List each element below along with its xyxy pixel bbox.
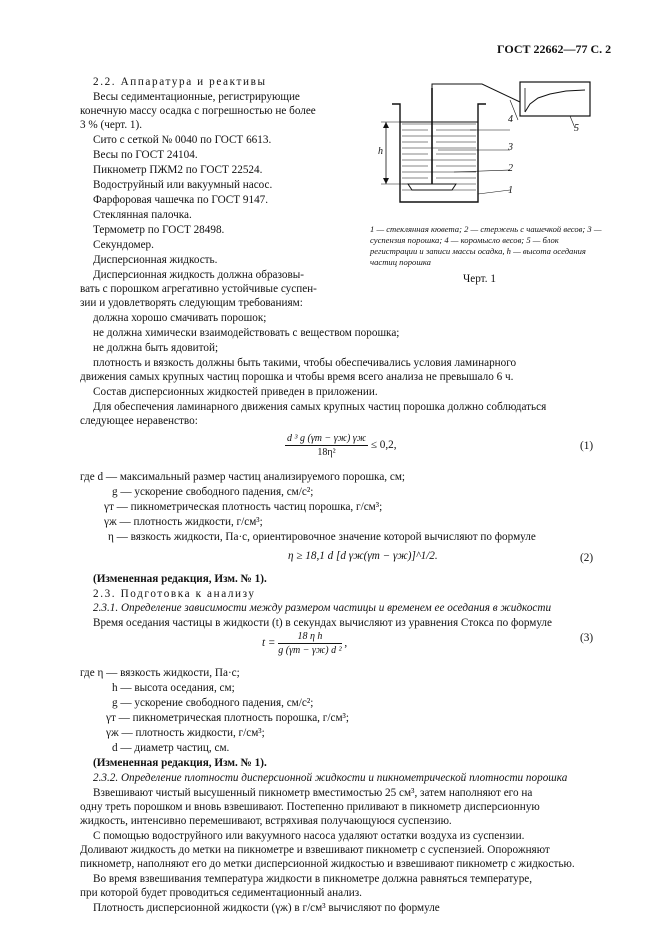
- subsection-2-3-2-title: 2.3.2. Определение плотности дисперсионной жидкости и пикнометрической плотности порошка: [93, 772, 568, 784]
- text-line: конечную массу осадка с погрешностью не более: [80, 105, 316, 117]
- equation-2-number: (2): [580, 552, 594, 564]
- where-line: η — вязкость жидкости, Па·с, ориентировочное значение которой вычисляют по формуле: [108, 531, 536, 543]
- text-line: Состав дисперсионных жидкостей приведен в приложении.: [93, 386, 378, 398]
- figure-title: Черт. 1: [463, 273, 496, 285]
- text-line: Весы седиментационные, регистрирующие: [93, 91, 300, 103]
- text-line: одну треть порошком и вновь взвешивают. Постепенно приливают в пикнометр дисперсионную: [80, 801, 540, 813]
- text-line: Дисперсионная жидкость.: [93, 254, 218, 266]
- eq3-numerator: 18 η h: [278, 630, 341, 644]
- text-line: С помощью водоструйного или вакуумного насоса удаляют остатки воздуха из суспензии.: [93, 830, 525, 842]
- figure-caption: 1 — стеклянная кювета; 2 — стержень с чашечкой весов; 3 — суспензия порошка; 4 — коромысло весов; 5 — блок регистрации и записи массы осадка, h — высота оседания частиц порошка: [370, 224, 602, 267]
- text-line: 3 % (черт. 1).: [80, 119, 143, 131]
- recorder-block: [520, 82, 590, 116]
- edit-note-2: (Измененная редакция, Изм. № 1).: [93, 757, 267, 769]
- text-line: Время оседания частицы в жидкости (t) в секундах вычисляют из уравнения Стокса по формуле: [93, 617, 552, 629]
- text-line: Плотность дисперсионной жидкости (γж) в г/см³ вычисляют по формуле: [93, 902, 440, 914]
- text-line: Секундомер.: [93, 239, 154, 251]
- fig-label-3: 3: [508, 142, 513, 153]
- where-line: γж — плотность жидкости, г/см³;: [106, 727, 265, 739]
- page-header: ГОСТ 22662—77 С. 2: [497, 42, 612, 56]
- text-line: Фарфоровая чашечка по ГОСТ 9147.: [93, 194, 269, 206]
- recorder-curve: [525, 90, 585, 112]
- equation-1-number: (1): [580, 440, 594, 452]
- text-line: пикнометр, наполняют его до метки дисперсионной жидкостью и взвешивают пикнометр с жидкостью.: [80, 858, 575, 870]
- text-line: Пикнометр ПЖМ2 по ГОСТ 22524.: [93, 164, 263, 176]
- suspension: [402, 124, 476, 190]
- text-line: при которой будет проводиться седиментационный анализ.: [80, 887, 362, 899]
- text-line: жидкость, интенсивно перемешивают, встряхивая получающуюся суспензию.: [80, 815, 452, 827]
- text-line: Взвешивают чистый высушенный пикнометр вместимостью 25 см³, затем наполняют его на: [93, 787, 533, 799]
- where-line: где η — вязкость жидкости, Па·с;: [80, 667, 240, 679]
- text-line: Сито с сеткой № 0040 по ГОСТ 6613.: [93, 134, 272, 146]
- figure-sedimentation-apparatus: [370, 80, 610, 218]
- where-line: h — высота оседания, см;: [112, 682, 235, 694]
- where-line: γж — плотность жидкости, г/см³;: [104, 516, 263, 528]
- where-line: g — ускорение свободного падения, см/с²;: [112, 486, 314, 498]
- equation-2: η ≥ 18,1 d [d γж(γт − γж)]^1/2.: [288, 550, 438, 562]
- edit-note-1: (Измененная редакция, Изм. № 1).: [93, 573, 267, 585]
- text-line: зии и удовлетворять следующим требованиям:: [80, 297, 303, 309]
- text-line: Весы по ГОСТ 24104.: [93, 149, 198, 161]
- where-line: g — ускорение свободного падения, см/с²;: [112, 697, 314, 709]
- text-line: движения самых крупных частиц порошка и чтобы время всего анализа не превышало 6 ч.: [80, 371, 514, 383]
- text-line: Дисперсионная жидкость должна образовы-: [93, 269, 304, 281]
- eq1-numerator: d ³ g (γт − γж) γж: [287, 433, 367, 444]
- eq1-rhs: ≤ 0,2,: [370, 439, 397, 452]
- text-line: Во время взвешивания температура жидкости в пикнометре должна равняться температуре,: [93, 873, 533, 885]
- where-line: γт — пикнометрическая плотность частиц порошка, г/см³;: [104, 501, 383, 513]
- subsection-2-3-1-title: 2.3.1. Определение зависимости между размером частицы и временем ее оседания в жидкости: [93, 602, 552, 614]
- text-line: Термометр по ГОСТ 28498.: [93, 224, 225, 236]
- text-line: Водоструйный или вакуумный насос.: [93, 179, 273, 191]
- where-line: γт — пикнометрическая плотность порошка, г/см³;: [106, 712, 349, 724]
- section-2-3-title: 2.3. Подготовка к анализу: [93, 588, 256, 600]
- where-line: d — диаметр частиц, см.: [112, 742, 230, 754]
- fig-label-2: 2: [508, 163, 513, 174]
- equation-1: [285, 432, 397, 459]
- eq3-lhs: t =: [262, 637, 276, 650]
- where-line: где d — максимальный размер частиц анализируемого порошка, см;: [80, 471, 406, 483]
- section-2-2-title: 2.2. Аппаратура и реактивы: [93, 76, 267, 88]
- eq3-denominator: g (γт − γж) d ²: [278, 645, 342, 656]
- text-line: Стеклянная палочка.: [93, 209, 192, 221]
- dim-label-h: h: [378, 146, 383, 157]
- balance-beam: [432, 84, 520, 102]
- text-line: должна хорошо смачивать порошок;: [93, 312, 267, 324]
- eq1-denominator: 18η²: [317, 447, 336, 458]
- equation-3: [262, 630, 347, 657]
- fig-label-5: 5: [574, 123, 579, 134]
- text-line: не должна химически взаимодействовать с веществом порошка;: [93, 327, 400, 339]
- eq3-rhs: ,: [344, 637, 348, 650]
- fig-label-1: 1: [508, 185, 513, 196]
- fig-label-4: 4: [508, 114, 513, 125]
- text-line: вать с порошком агрегативно устойчивые суспен-: [80, 283, 317, 295]
- text-line: Доливают жидкость до метки на пикнометре и взвешивают пикнометр с суспензией. Опорожняют: [80, 844, 550, 856]
- text-line: не должна быть ядовитой;: [93, 342, 219, 354]
- text-line: плотность и вязкость должны быть такими, чтобы обеспечивались условия ламинарного: [93, 357, 517, 369]
- equation-3-number: (3): [580, 632, 594, 644]
- text-line: следующее неравенство:: [80, 415, 198, 427]
- text-line: Для обеспечения ламинарного движения самых крупных частиц порошка должно соблюдаться: [93, 401, 547, 413]
- balance-pan: [408, 184, 456, 190]
